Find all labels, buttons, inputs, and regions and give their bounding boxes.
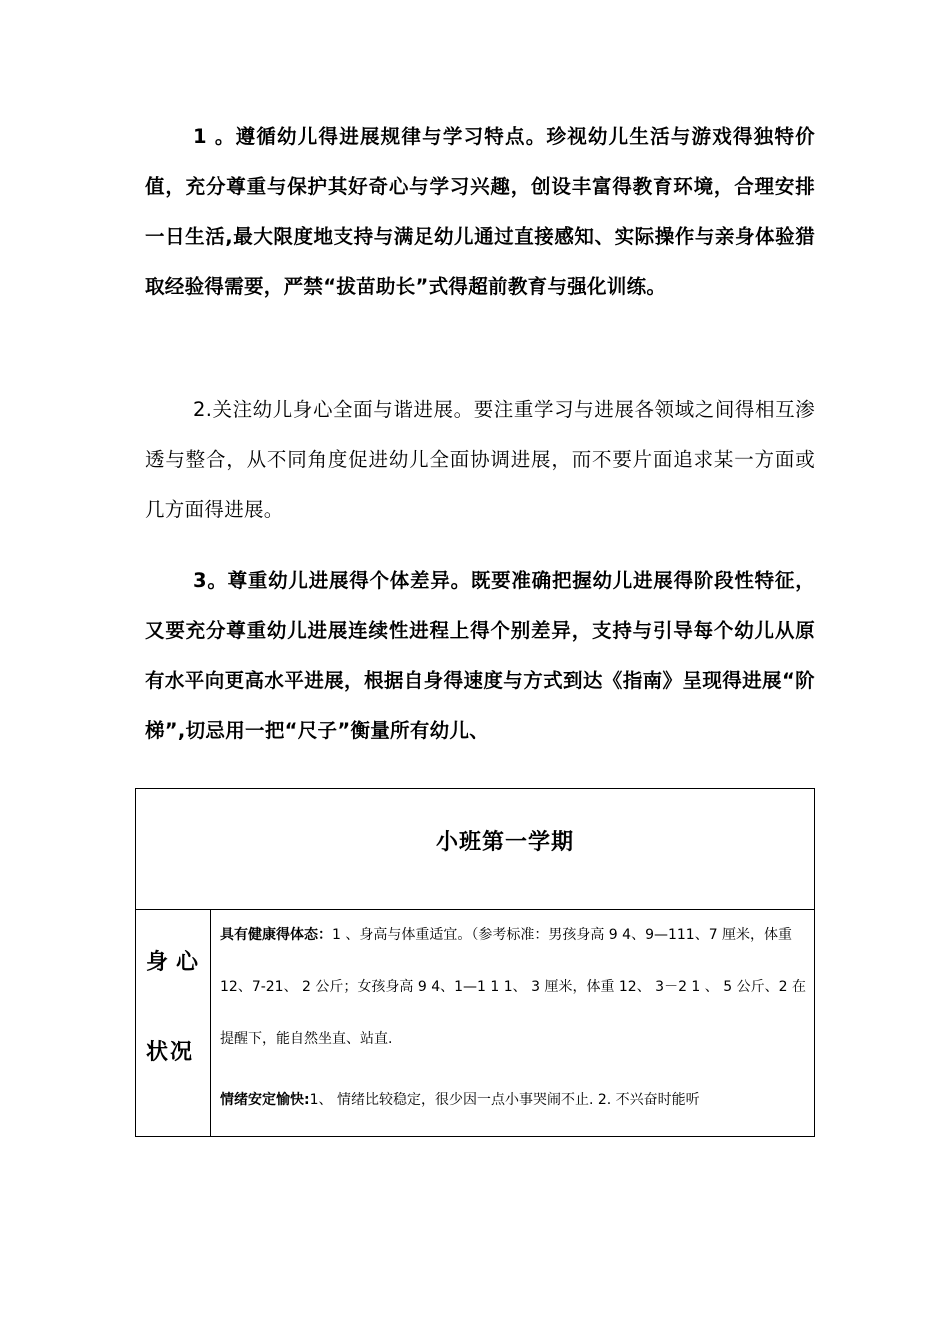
content-item-2 [220,1074,810,1126]
paragraph-1: 1 。遵循幼儿得进展规律与学习特点。珍视幼儿生活与游戏得独特价值，充分尊重与保护其好奇心与学习兴趣，创设丰富得教育环境，合理安排一日生活,最大限度地支持与满足幼儿通过直接感知、实际操作与亲身体验猎取经验得需要，严禁“拔苗助长”式得超前教育与强化训练。 [145,125,815,298]
content-item-1 [220,909,810,1065]
content-item-2-heading: 情绪安定愉快: [220,1092,310,1108]
paragraph-3: 3。尊重幼儿进展得个体差异。既要准确把握幼儿进展得阶段性特征，又要充分尊重幼儿进展连续性进程上得个别差异，支持与引导每个幼儿从原有水平向更高水平进展，根据自身得速度与方式到达《指南》呈现得进展“阶梯”,切忌用一把“尺子”衡量所有幼儿、 [145,569,815,742]
row-label-cell [136,909,211,1136]
table-title: 小班第一学期 [435,830,574,855]
row-label-line2: 状况 [146,1040,195,1065]
content-item-1-text: 1 、身高与体重适宜。（参考标准：男孩身高 9 4、9—111、7 厘米，体重 12、7-21、 2 公斤；女孩身高 9 4、1—1 1 1、 3 厘米，体重 12、 3－2 1 、 5 公斤、2 在提醒下，能自然坐直、站直. [220,927,806,1047]
semester-table [135,788,815,1137]
row-content-cell [220,909,810,1126]
content-item-1-heading: 具有健康得体态： [220,927,332,943]
row-label-line1: 身心 [146,950,207,975]
table-header-cell [136,789,814,910]
paragraph-2: 2.关注幼儿身心全面与谐进展。要注重学习与进展各领域之间得相互渗透与整合，从不同角度促进幼儿全面协调进展，而不要片面追求某一方面或几方面得进展。 [145,398,815,521]
content-item-2-text: 1、 情绪比较稳定，很少因一点小事哭闹不止. 2. 不兴奋时能听 [309,1092,700,1108]
